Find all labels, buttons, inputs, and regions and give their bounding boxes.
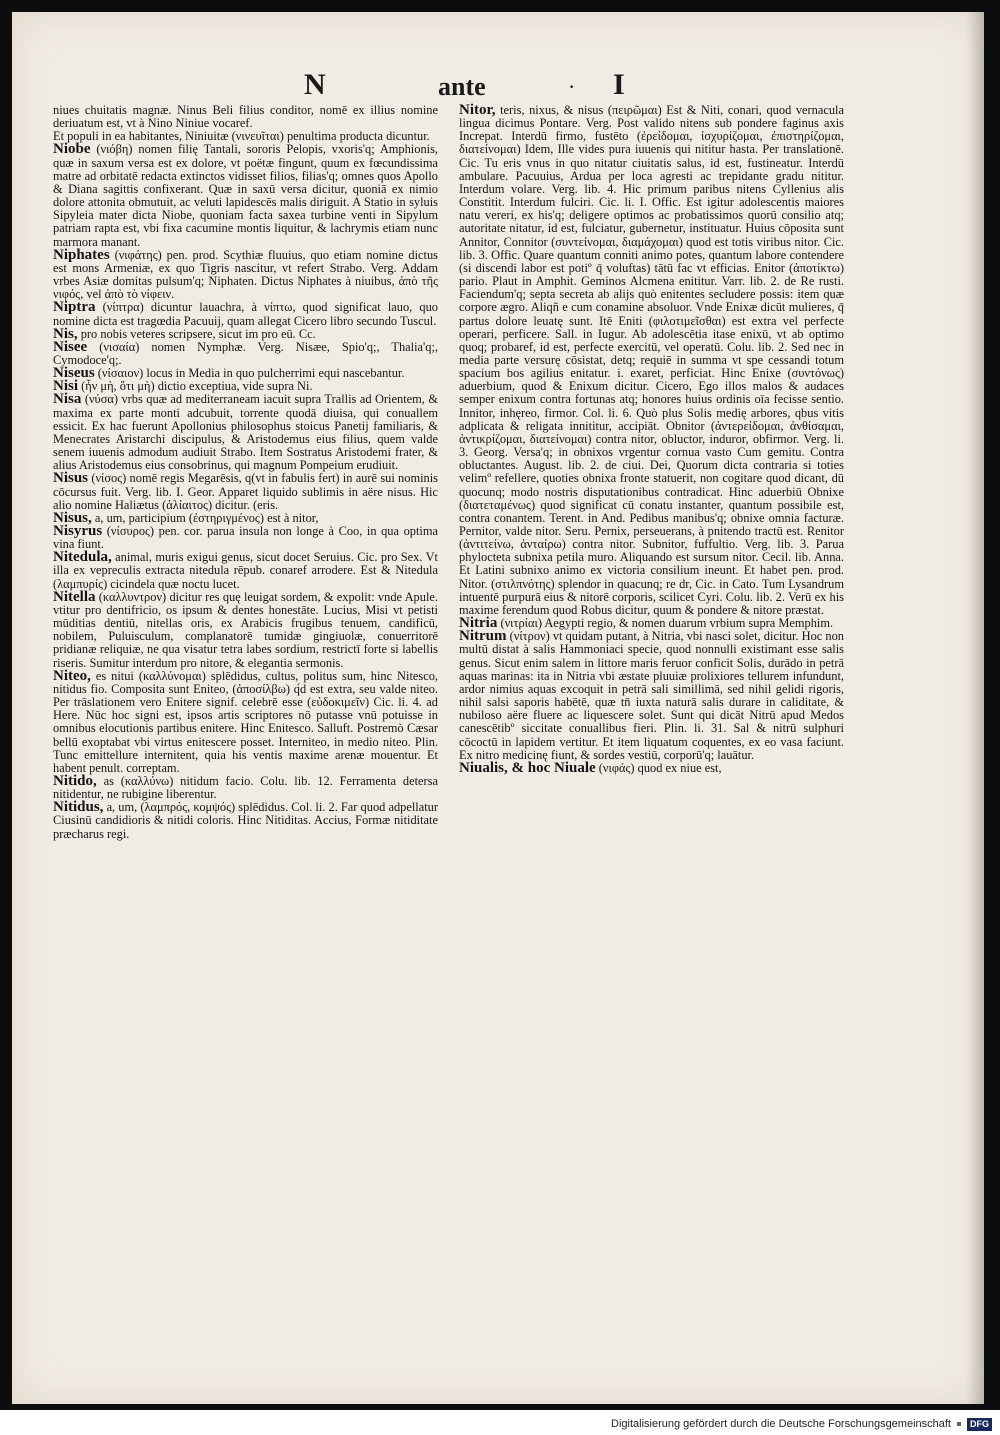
entry-lemma: Niobe bbox=[53, 141, 91, 158]
entry-text: es nitui (καλλύνομαι) splēdidus, cultus, politus sum, hinc Nitesco, nitidus fio. Composita sunt Eniteo, (ἀποσίλβω) q́d est extra, seu valde niteo. Per trāslationem vero Enitere signif. celebrē esse (εὐδοκιμεῖν) Cic. li. 4. ad Here. Nūc hoc signi est, ipsos artis scriptores nō putasse vnū potuisse in omnibus elocutionis partibus enitere. Hinc Enitesco. Salluft. Postremò Cæsar bellū exoptabat vbi virtus enitescere posset. Interniteo, in medio niteo. Plin. Tunc emittellure internitent, quia his ventis maxime arenæ mouentur. Et habent penult. correptam. bbox=[53, 668, 438, 775]
entry-lemma: Nisa bbox=[53, 391, 82, 408]
dictionary-entry bbox=[459, 759, 844, 776]
entry-text: (νιτρίαι) Aegypti regio, & nomen duarum vrbium supra Memphim. bbox=[500, 616, 834, 631]
entry-lemma: Niseus bbox=[53, 365, 95, 382]
entry-text: as (καλλύνω) nitidum facio. Colu. lib. 12. Ferramenta detersa nitidentur, ne rubigine liberentur. bbox=[53, 773, 438, 802]
entry-lemma: Niphates bbox=[53, 246, 110, 263]
dictionary-entry bbox=[53, 393, 438, 472]
entry-text: teris, nixus, & nisus (πειρῶμαι) Est & Niti, conari, quod vernacula lingua dicimus Pontare. Verg. Post valido nitens sub pondere faginus axis Increpat. Interdū firmo, fustēto (ἐρείδομαι, ἰσχυρίζομαι, ἐπιστηρίζομαι, διατείνομαι) Idem, Ille vides pura iuuenis qui nititur hasta. Per translationē. Cic. Tu eris vnus in quo nitatur ciuitatis salus, id est, fustineatur. Interdū ambulare. Pacuuius, Ardua per loca agresti ac trepidante gradu nititur. Interdum volare. Verg. lib. 4. Hic primum paribus nitens Cyllenius alis Constitit. Interdum fulciri. Cic. li. I. Offic. Est igitur adolescentis maiores natu vereri, ex his'q; deligere optimos ac probatissimos quorū consilio atq; autoritate nitatur, id est, fulciatur, gubernetur, instituatur. Huius cōposita sunt Annitor, Connitor (συντείνομαι, διαμάχομαι) quod est totis viribus nitor. Cic. lib. 3. Offic. Quare quantum conniti animo potes, quantum labore contendere (si discendi labor est potiº q̄ voluftas) tātū fac vt efficias. Enitor (ἀποτίκτω) pario. Plaut in Amphit. Geminos Alcmena enititur. Varr. lib. 2. de Re rusti. Faciendum'q; septa secreta ab alijs quò enitentes secludere possis: item quæ corpore ægro. Aliqñ e cum conamine absoluor. Vnde Enixæ dicūt mulieres, q̄ partus dolore leuatę sunt. Itē Eniti (φιλοτιμεῖσθαι) est extra vel perfecte operari, perficere. Sall. in Iugur. Ab adolescētia itase enixū, vt ab optimo quoq; probaref, id est, perfecte exercitū, vel operatū. Colu. lib. 2. Sed nec in media parte versurę cōsistat, detq; requiē in summa vt spe cessandi totum spacium bos agilius enitatur. i. exaret, perficiat. Hinc Enixe (συντόνως) aduerbium, quod & Enixum dicitur. Cicero, Ego illos malos & audaces semper enixum contra fortunas atq; honores huius ordinis oīa fecisse sentio. Innitor, inhęreo, firmor. Col. li. 6. Quò plus Solis medię arbores, qbus vitis adplicata & religata innititur, accipiāt. Obnitor (ἀντερείδομαι, ἀνθίσαμαι, ἀντικρίζομαι, διατείνομαι) contra nitor, obluctor, induror, obfirmor. Verg. li. 3. Georg. Versa'q; in obnixos vrgentur cornua vasto Cum gemitu. Contra obluctantes. August. lib. 2. de ciui. Dei, Quorum dicta contraria si toties velimº refellere, quoties obnixa fronte statuerit, non cogitare quod dicant, dū quocunq; modo nostris disputationibus contradicat. Hinc aduerbiū Obnixe (διατεταμένως) quod significat cū conatu instanter, quantum possibile est, contra conantem. Terent. in And. Pedibus manibus'q; obnixe omnia facturæ. Pernitor, valde nitor. Seru. Pernix, perseuerans, à pnitendo tractū est. Renitor (ἀντιτείνω, ἀνταίρω) contra nitor. Subnitor, fuffultio. Verg. lib. 3. Parua phylocteta subnixa petila muro. Aliquando est sursum nitor. Cecil. lib. Anna. Et Latini subnixo animo ex victoria consilium ineunt. Et habet pen. prod. Nitor. (στιλπνότης) splendor in quacunq; re dr, Cic. in Cato. Tum Lysandrum intuentē purpurā eius & nitorē corporis, scilicet Cyri. Colu. lib. 2. Verū ex his maxime ferendum quod Robus dicitur, quum & pondere & nitore præstat. bbox=[459, 103, 844, 617]
entry-lemma: Nisyrus bbox=[53, 523, 103, 539]
entry-text: pro nobis veteres scripsere, sicut im pro eū. Cc. bbox=[80, 326, 316, 341]
header-left-letter: N bbox=[304, 68, 326, 101]
dictionary-entry bbox=[53, 801, 438, 840]
entry-lemma: Nitor, bbox=[459, 102, 496, 118]
dictionary-entry bbox=[53, 301, 438, 327]
entry-text: Et populi in ea habitantes, Niniuitæ (νινευῖται) penultima producta dicuntur. bbox=[53, 129, 430, 144]
entry-lemma: Nitidus, bbox=[53, 799, 104, 816]
entry-text: (νιόβη) nomen filię Tantali, sororis Pelopis, vxoris'q; Amphionis, quæ in saxum versa est ex dolore, vt poëtæ fingunt, quum ex fœcundissima matre ad orbitatē redacta extinctos vidisset filios, filias'q; omnes quos Apollo & Diana sagittis confixerant. Quæ in saxū versa dicitur, quoniā ex nimio dolore attonita obmutuit, ac veluti lapidescēs malis diriguit. A Statio in syluis Sipyleia mater dicta Niobe, quoniam facta saxea turbine venti in Sipylum patriam rapta est, vbi fixa cacumine montis liquitur, & lachrymis etiam nunc marmora manant. bbox=[53, 142, 438, 249]
entry-text: (νίπτρα) dicuntur lauachra, à νίπτω, quod significat lauo, quo nomine dicta est tragœdia Pacuuij, quam allegat Cicero libro secundo Tuscul. bbox=[53, 300, 438, 328]
entry-lemma: Nisee bbox=[53, 338, 88, 355]
entry-text: (νιφάτης) pen. prod. Scythiæ fluuius, quo etiam nomine dictus est mons Armeniæ, ex quo Tigris nascitur, vt refert Strabo. Verg. Addam vrbes Asiæ domitas pulsum'q; Niphaten. Dictus Niphates à niuibus, ἀπὸ τῆς νιφός, vel ἀπὸ τὸ νίφειν. bbox=[53, 247, 438, 302]
entry-text: (νίσαιον) locus in Media in quo pulcherrimi equi nascebantur. bbox=[97, 366, 405, 381]
dictionary-entry bbox=[459, 104, 844, 617]
footer-separator-icon bbox=[957, 1422, 961, 1426]
book-page bbox=[12, 12, 984, 1404]
entry-lemma: Nis, bbox=[53, 325, 78, 342]
entry-text: animal, muris exigui genus, sicut docet Seruius. Cic. pro Sex. Vt illa ex vepreculis extracta nitedula rēpub. conaref arrodere. Est & Nitedula (λαμπυρίς) cicindela quæ noctu lucet. bbox=[53, 550, 438, 591]
entry-lemma: Niptra bbox=[53, 299, 96, 316]
footer-credit-text: Digitalisierung gefördert durch die Deutsche Forschungsgemeinschaft bbox=[611, 1418, 951, 1430]
running-header bbox=[12, 68, 984, 108]
dictionary-entry bbox=[53, 772, 438, 802]
dictionary-entry bbox=[53, 143, 438, 248]
entry-text: (νισαία) nomen Nymphæ. Verg. Nisæe, Spio'q;, Thalia'q;, Cymodoce'q;. bbox=[53, 339, 438, 367]
entry-lemma: Nitria bbox=[459, 615, 498, 632]
header-dot: · bbox=[568, 74, 576, 99]
dfg-logo: DFG bbox=[967, 1418, 992, 1431]
entry-text: a, um, (λαμπρός, κομψός) splēdidus. Col. li. 2. Far quod adpellatur Ciusinū candidioris & nitidi coloris. Hinc Nitiditas. Accius, Formæ nitiditate præcharus regi. bbox=[53, 800, 438, 841]
entry-lemma: Niualis, & hoc Niuale bbox=[459, 759, 596, 776]
dictionary-entry bbox=[53, 667, 438, 775]
header-right-letter: I bbox=[613, 68, 625, 101]
digitization-footer bbox=[611, 1417, 992, 1431]
entry-text: (καλλυντρον) dicitur res quę leuigat sordem, & expolit: vnde Apule. vtitur pro dentifricio, os ipsum & dentes honestāte. Lucius, Misi vt petisti mūditias dentiū, nitellas oris, ex Arabicis frugibus tenuem, candificū, nobilem, Puluisculum, complanatorē tumidæ gingiuolæ, conuerritorē pridianæ reliquiæ, ne qua visatur tetra labes sordium, restrictī forte si labellis riseris. Sumitur interdum pro nitore, & elegantia sermonis. bbox=[53, 589, 438, 670]
entry-lemma: Nitido, bbox=[53, 772, 97, 789]
binding-shadow bbox=[966, 12, 984, 1404]
dictionary-entry bbox=[53, 104, 438, 130]
entry-text: (νιφάς) quod ex niue est, bbox=[598, 760, 722, 775]
left-text-column bbox=[53, 104, 438, 841]
entry-text: (νίτρον) vt quidam putant, à Nitria, vbi nasci solet, dicitur. Hoc non multū distat à salis Hammoniaci specie, quod nonnulli existimant esse salis genus. Sicut enim salem in littore maris feruor conficit Solis, durādo in petrā aquas marinas: ita in Nitria vbi æstate pluuiæ prolixiores tellurem infundunt, ardor nimius aquas excoquit in petrā sali simillimā, sed nihil gelidi rigoris, nihil salsi saporis habētē, quæ tn̄ iuxta naturā salis durare in caliditate, & nubiloso aëre fluere ac liquescere solet. Sunt qui dicāt Nitrū apud Medos canescētibº siccitate conuallibus fieri. Plin. li. 31. Sal & nitrū sulphuri cōcoctū in lapidem vertitur. Et item liquatum coquentes, ex eo vasa faciunt. Ex nitro medicinę fiunt, & sordes vestiū, corporū'q; lauātur. bbox=[459, 629, 844, 762]
entry-lemma: Niteo, bbox=[53, 667, 91, 684]
entry-lemma: Nitella bbox=[53, 588, 96, 605]
dictionary-entry bbox=[53, 338, 438, 367]
entry-text: (νύσα) vrbs quæ ad mediterraneam iacuit supra Trallis ad Orientem, & maxima ex parte monti adcubuit, torrente quodā diuisa, qui conuallem essicit. Ex hac fuerunt Apollonius philosophus stoicus Panetij familiaris, & Menecrates Aristarchi discipulus, & Aristodemus eius filius, quem valde senem iuuenis admodum audiuit Strabo. Item Sostratus Aristodemi frater, & alius Aristodemus eius consobrinus, qui magnum Pompeium erudiuit. bbox=[53, 392, 438, 473]
right-text-column bbox=[459, 104, 844, 775]
entry-lemma: Nisus bbox=[53, 470, 89, 487]
entry-lemma: Nitedula, bbox=[53, 549, 112, 566]
entry-text: (ἦν μὴ, ὅτι μὴ) dictio exceptiua, vide supra Ni. bbox=[81, 379, 313, 394]
dictionary-entry bbox=[459, 630, 844, 762]
entry-lemma: Nisi bbox=[53, 378, 79, 395]
entry-text: (νίσυρος) pen. cor. parua insula non longe à Coo, in qua optima vina fiunt. bbox=[53, 524, 438, 552]
entry-text: a, um, participium (ἐστηριγμένος) est à nitor, bbox=[94, 510, 319, 525]
dictionary-entry bbox=[53, 525, 438, 551]
dictionary-entry bbox=[53, 472, 438, 511]
dictionary-entry bbox=[53, 588, 438, 670]
dictionary-entry bbox=[53, 246, 438, 302]
entry-lemma: Nitrum bbox=[459, 628, 507, 645]
entry-text: niues chuitatis magnæ. Ninus Beli filius conditor, nomē ex illius nomine deriuatum est, vt à Nino Niniue vocaref. bbox=[53, 103, 438, 131]
entry-text: (νίσος) nomē regis Megarēsis, q(vt in fabulis fert) in aurē sui nominis cōcursus fuit. Verg. lib. I. Geor. Apparet liquido sublimis in aëre nisus. Hic alio nomine Haliætus (ἁλίαιτος) dicitur. (eris. bbox=[53, 471, 438, 512]
dictionary-entry bbox=[53, 551, 438, 590]
entry-lemma: Nisus, bbox=[53, 509, 92, 526]
header-middle-word: ante bbox=[438, 72, 486, 101]
